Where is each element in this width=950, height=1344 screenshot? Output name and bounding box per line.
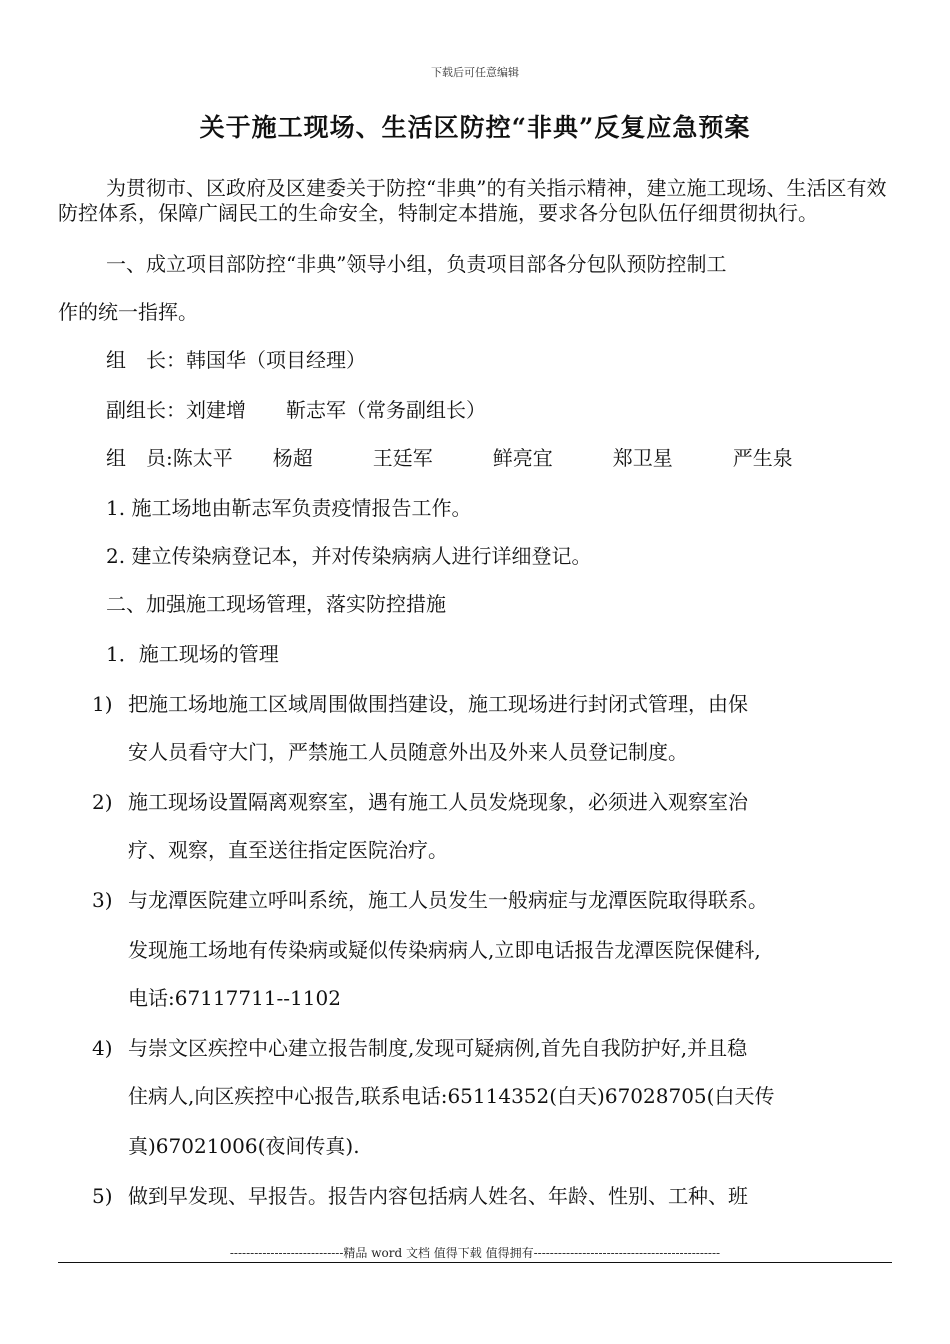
section2-sub1: 1．施工现场的管理 xyxy=(106,642,279,666)
list-item-text: 安人员看守大门，严禁施工人员随意外出及外来人员登记制度。 xyxy=(128,740,688,764)
section1-item-2: 2. 建立传染病登记本，并对传染病病人进行详细登记。 xyxy=(106,544,592,568)
list-item-text: 与龙潭医院建立呼叫系统，施工人员发生一般病症与龙潭医院取得联系。 xyxy=(128,888,768,912)
list-item-number: 1) xyxy=(92,692,113,716)
footer-note: ----------------------------精品 word 文档 值得下载 值得拥有---------------------------------------------- xyxy=(229,1246,721,1260)
leader-line: 组 长：韩国华（项目经理） xyxy=(106,348,366,372)
list-item-text: 与崇文区疾控中心建立报告制度,发现可疑病例,首先自我防护好,并且稳 xyxy=(128,1036,748,1060)
section1-item-1: 1. 施工场地由靳志军负责疫情报告工作。 xyxy=(106,496,472,520)
list-item-text: 发现施工场地有传染病或疑似传染病病人,立即电话报告龙潭医院保健科, xyxy=(128,938,761,962)
list-item-text: 真)67021006(夜间传真). xyxy=(128,1134,360,1158)
list-item-text: 电话:67117711--1102 xyxy=(128,986,341,1010)
intro-paragraph: 为贯彻市、区政府及区建委关于防控“非典”的有关指示精神，建立施工现场、生活区有效防控体系，保障广阔民工的生命安全，特制定本措施，要求各分包队伍仔细贯彻执行。 xyxy=(58,176,887,225)
document-title: 关于施工现场、生活区防控“非典”反复应急预案 xyxy=(199,113,751,142)
list-item-number: 3) xyxy=(92,888,113,912)
list-item-number: 4) xyxy=(92,1036,113,1060)
list-item-text: 做到早发现、早报告。报告内容包括病人姓名、年龄、性别、工种、班 xyxy=(128,1184,748,1208)
footer-divider xyxy=(58,1262,892,1263)
list-item-text: 把施工场地施工区域周围做围挡建设，施工现场进行封闭式管理，由保 xyxy=(128,692,748,716)
list-item-text: 疗、观察，直至送往指定医院治疗。 xyxy=(128,838,448,862)
list-item-text: 住病人,向区疾控中心报告,联系电话:65114352(白天)67028705(白天传 xyxy=(128,1084,775,1108)
deputy-line: 副组长：刘建增 靳志军（常务副组长） xyxy=(106,398,486,422)
list-item-number: 5) xyxy=(92,1184,113,1208)
list-item-text: 施工现场设置隔离观察室，遇有施工人员发烧现象，必须进入观察室治 xyxy=(128,790,748,814)
section1-heading-line1: 一、成立项目部防控“非典”领导小组，负责项目部各分包队预防控制工 xyxy=(106,252,727,276)
members-line: 组 员:陈太平 杨超 王廷军 鲜亮宜 郑卫星 严生泉 xyxy=(106,446,793,470)
section1-heading-line2: 作的统一指挥。 xyxy=(58,300,198,324)
section2-heading: 二、加强施工现场管理，落实防控措施 xyxy=(106,592,446,616)
header-note: 下载后可任意编辑 xyxy=(431,66,519,79)
list-item-number: 2) xyxy=(92,790,113,814)
